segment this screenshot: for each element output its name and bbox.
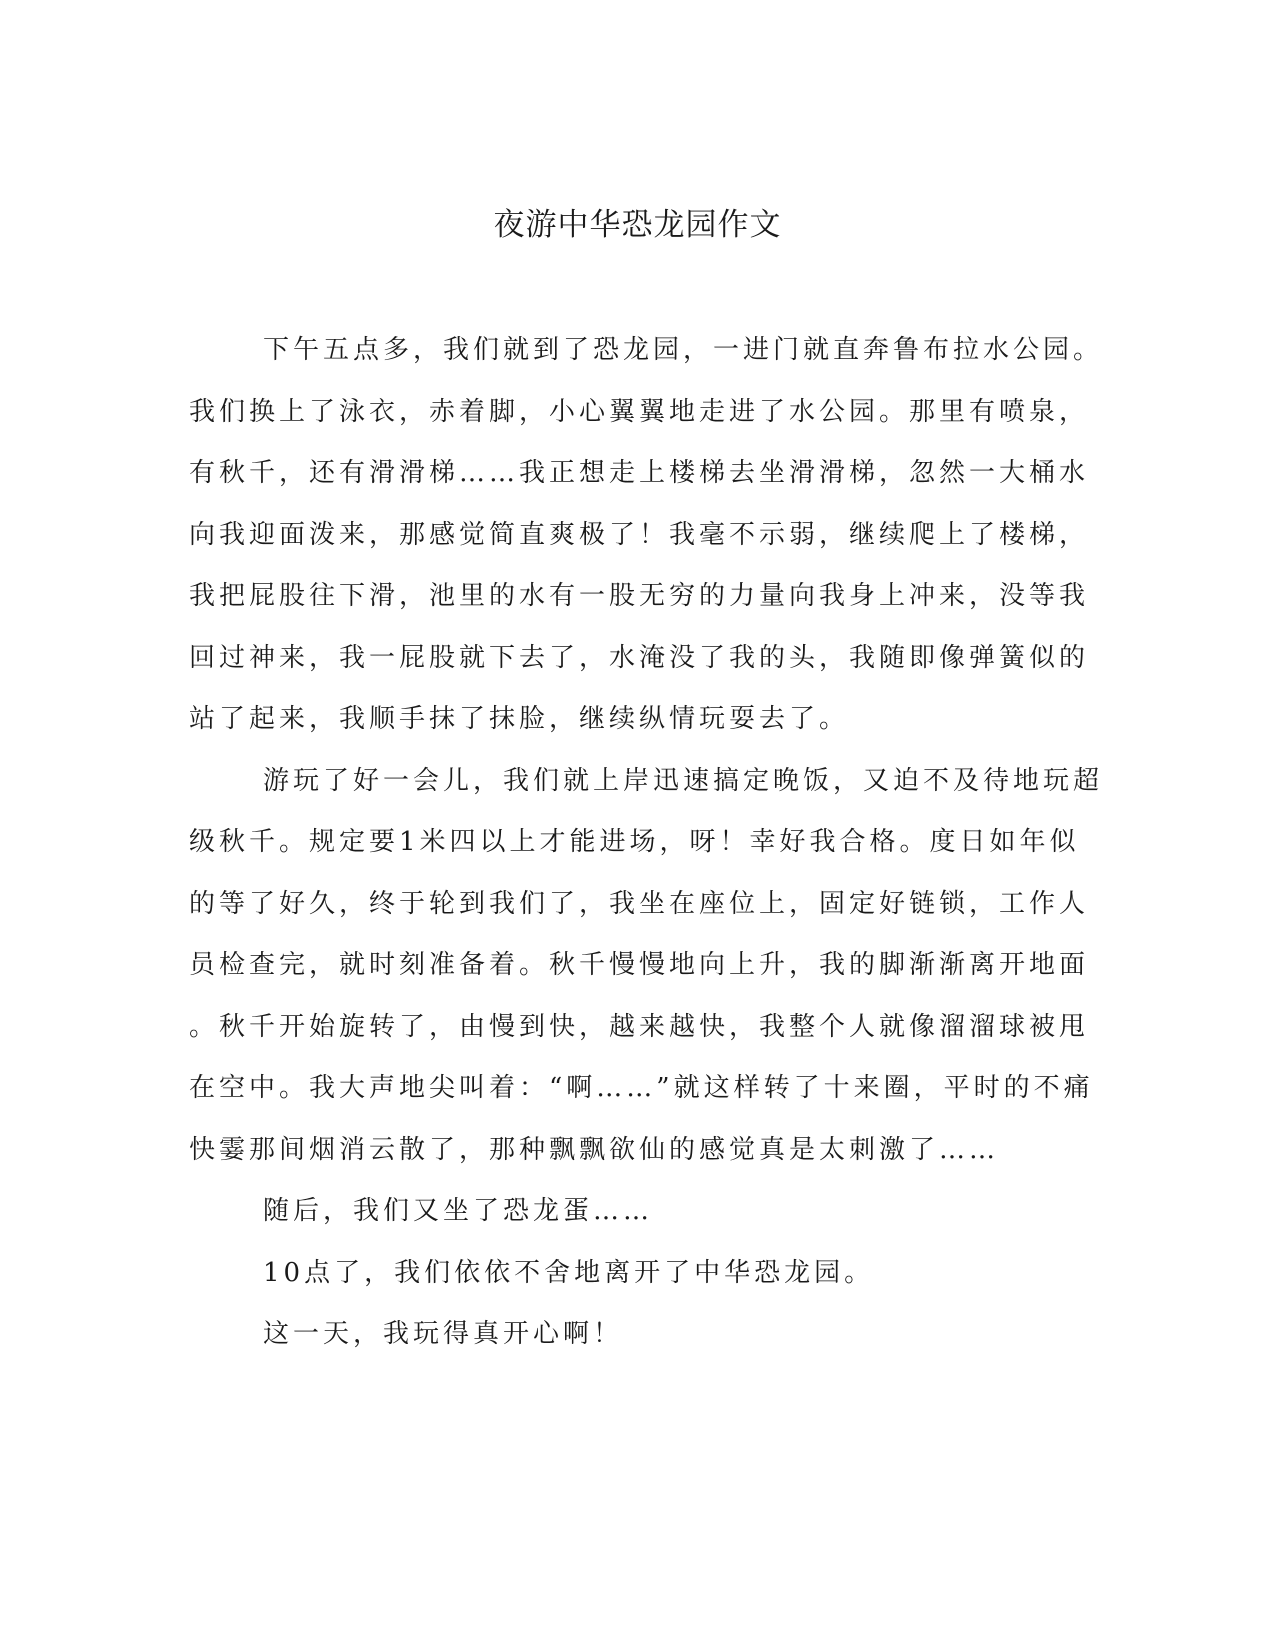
text-line: 我把屁股往下滑，池里的水有一股无穷的力量向我身上冲来，没等我 [189, 581, 1090, 611]
text-line: 。秋千开始旋转了，由慢到快，越来越快，我整个人就像溜溜球被甩 [189, 1011, 1090, 1042]
text-line: 10点了，我们依依不舍地离开了中华恐龙园。 [263, 1257, 875, 1288]
text-line: 员检查完，就时刻准备着。秋千慢慢地向上升，我的脚渐渐离开地面 [189, 950, 1090, 980]
text-line: 我们换上了泳衣，赤着脚，小心翼翼地走进了水公园。那里有喷泉， [189, 396, 1090, 427]
text-line: 向我迎面泼来，那感觉简直爽极了！我毫不示弱，继续爬上了楼梯， [189, 519, 1090, 550]
text-line: 随后，我们又坐了恐龙蛋…… [263, 1196, 654, 1226]
text-line: 在空中。我大声地尖叫着：“啊……”就这样转了十来圈，平时的不痛 [189, 1073, 1094, 1103]
text-line: 游玩了好一会儿，我们就上岸迅速搞定晚饭，又迫不及待地玩超 [263, 765, 1104, 796]
text-line: 快霎那间烟消云散了，那种飘飘欲仙的感觉真是太刺激了…… [189, 1134, 1000, 1165]
text-line: 有秋千，还有滑滑梯……我正想走上楼梯去坐滑滑梯，忽然一大桶水 [189, 458, 1090, 488]
text-line: 的等了好久，终于轮到我们了，我坐在座位上，固定好链锁，工作人 [189, 888, 1090, 919]
essay-body [189, 330, 1104, 1376]
text-line: 回过神来，我一屁股就下去了，水淹没了我的头，我随即像弹簧似的 [189, 642, 1090, 673]
text-line: 这一天，我玩得真开心啊！ [263, 1319, 624, 1349]
text-line: 级秋千。规定要1米四以上才能进场，呀！幸好我合格。度日如年似 [189, 827, 1080, 857]
text-line: 站了起来，我顺手抹了抹脸，继续纵情玩耍去了。 [189, 704, 850, 734]
document-title: 夜游中华恐龙园作文 [493, 207, 782, 243]
text-line: 下午五点多，我们就到了恐龙园，一进门就直奔鲁布拉水公园。 [263, 335, 1104, 365]
